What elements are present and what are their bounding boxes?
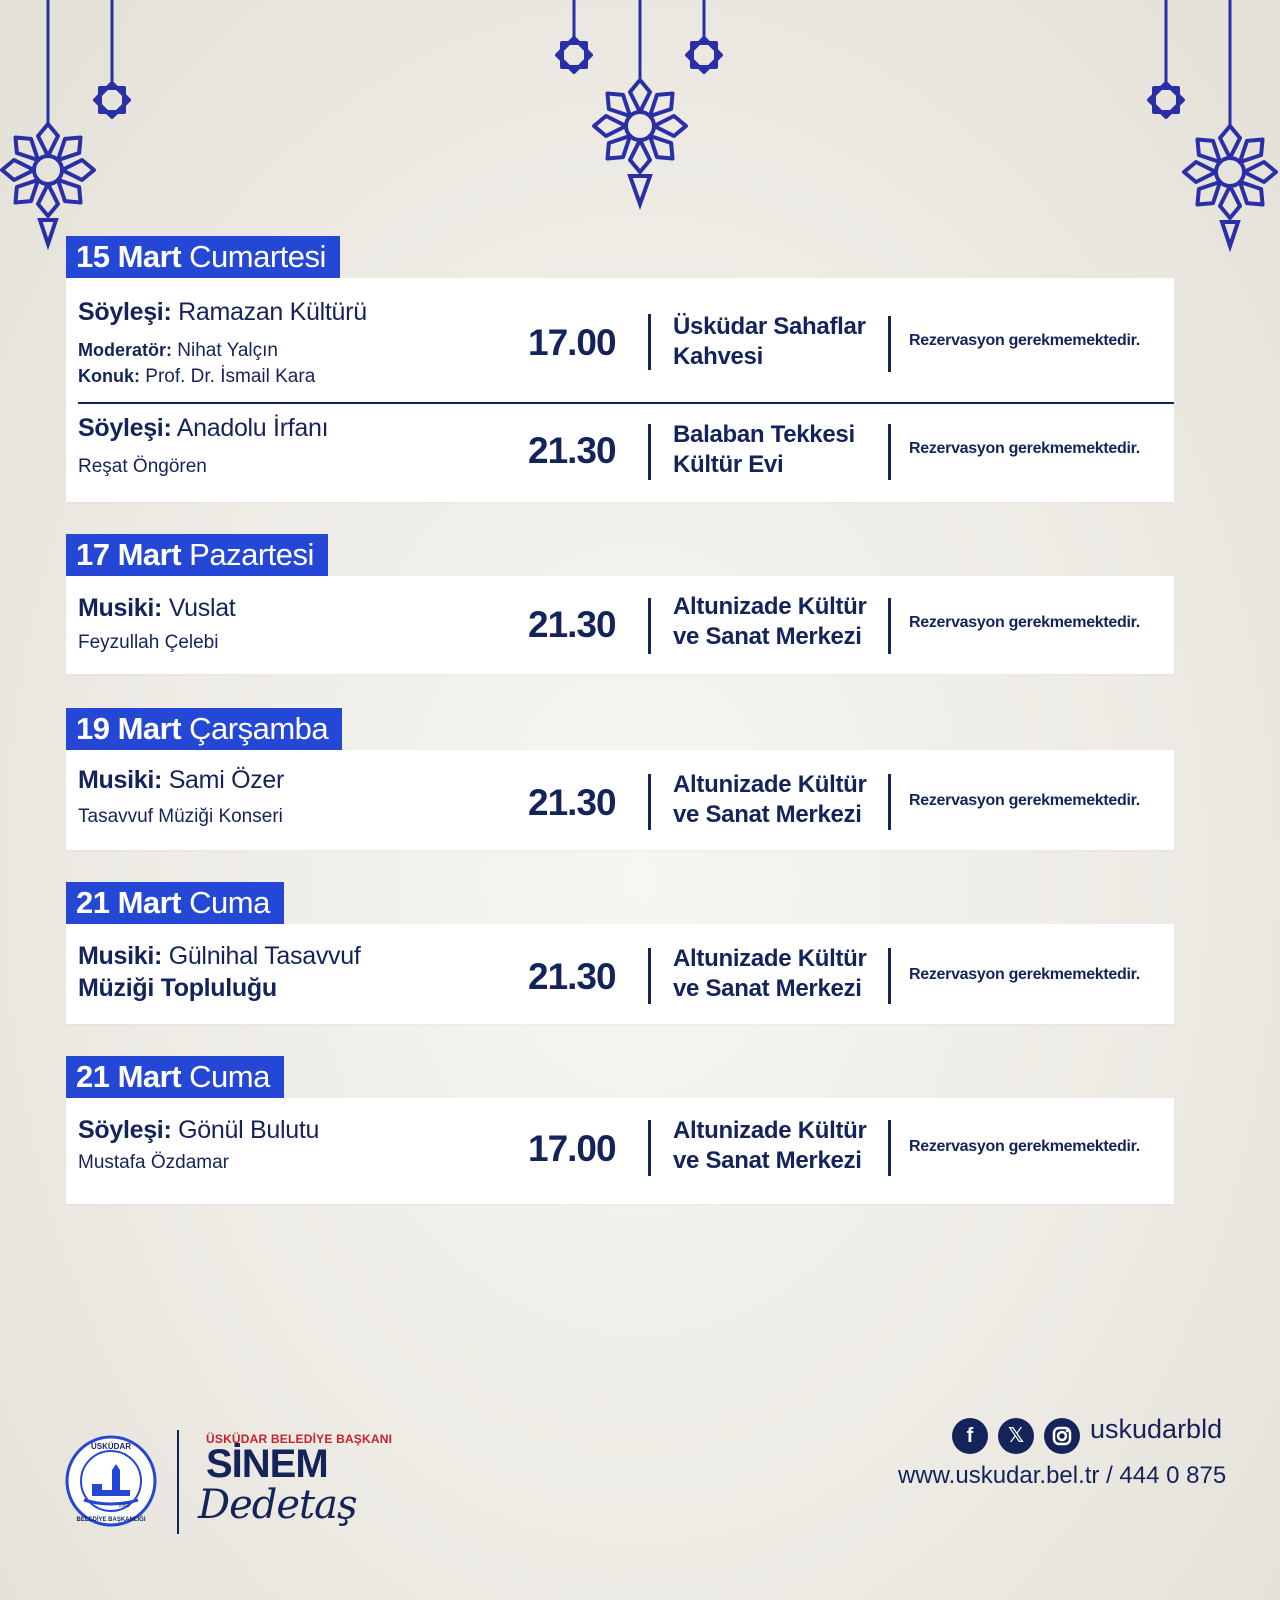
- event-card: [66, 576, 1174, 674]
- event-venue: Altunizade Kültür ve Sanat Merkezi: [673, 945, 867, 1002]
- divider: [648, 598, 651, 654]
- event-venue: Üsküdar Sahaflar Kahvesi: [673, 313, 866, 370]
- logo-year: 1984: [118, 1503, 130, 1509]
- event-time: 17.00: [528, 322, 616, 363]
- divider: [888, 424, 891, 480]
- reservation-note: Rezervasyon gerekmemektedir.: [909, 614, 1140, 631]
- date-tab: 17 Mart Pazartesi: [66, 534, 328, 576]
- event-time: 21.30: [528, 604, 616, 645]
- divider: [888, 1120, 891, 1176]
- day-section: [66, 236, 1174, 502]
- event-detail: Konuk: Prof. Dr. İsmail Kara: [78, 366, 316, 387]
- divider: [648, 424, 651, 480]
- logo-top-text: ÜSKÜDAR: [91, 1442, 131, 1451]
- event-subtitle: Mustafa Özdamar: [78, 1152, 229, 1173]
- divider: [888, 948, 891, 1004]
- footer: [0, 1400, 1280, 1600]
- reservation-note: Rezervasyon gerekmemektedir.: [909, 1138, 1140, 1155]
- event-time: 17.00: [528, 1128, 616, 1169]
- reservation-note: Rezervasyon gerekmemektedir.: [909, 440, 1140, 457]
- day-section: [66, 882, 1174, 1024]
- event-subtitle: Feyzullah Çelebi: [78, 632, 219, 653]
- logo-bottom-text: BELEDİYE BAŞKANLIĞI: [76, 1517, 146, 1523]
- day-section: [66, 1056, 1174, 1204]
- divider: [648, 314, 651, 370]
- event-venue: Balaban Tekkesi Kültür Evi: [673, 421, 855, 478]
- reservation-note: Rezervasyon gerekmemektedir.: [909, 966, 1140, 983]
- event-detail: Moderatör: Nihat Yalçın: [78, 340, 278, 361]
- event-card: [66, 750, 1174, 850]
- event-time: 21.30: [528, 956, 616, 997]
- facebook-icon[interactable]: f: [952, 1418, 988, 1454]
- divider: [888, 774, 891, 830]
- event-title: Musiki: Vuslat: [78, 594, 236, 622]
- event-subtitle: Reşat Öngören: [78, 456, 207, 477]
- social-handle[interactable]: uskudarbld: [1090, 1414, 1223, 1444]
- date-tab: 21 Mart Cuma: [66, 1056, 284, 1098]
- divider: [648, 948, 651, 1004]
- divider: [648, 774, 651, 830]
- reservation-note: Rezervasyon gerekmemektedir.: [909, 332, 1140, 349]
- event-time: 21.30: [528, 430, 616, 471]
- date-tab: 15 Mart Cumartesi: [66, 236, 340, 278]
- event-title: Söyleşi: Anadolu İrfanı: [78, 414, 329, 442]
- day-section: [66, 708, 1174, 850]
- day-section: [66, 534, 1174, 674]
- footer-divider: [177, 1430, 179, 1534]
- reservation-note: Rezervasyon gerekmemektedir.: [909, 792, 1140, 809]
- ramadan-ornaments: [0, 0, 1280, 260]
- instagram-icon[interactable]: [1044, 1418, 1080, 1454]
- event-title: Musiki: Gülnihal Tasavvuf: [78, 942, 361, 970]
- mayor-first-name: SİNEM: [206, 1442, 328, 1486]
- website-link[interactable]: www.uskudar.bel.tr / 444 0 875: [898, 1462, 1227, 1489]
- event-venue: Altunizade Kültür ve Sanat Merkezi: [673, 593, 867, 650]
- event-card: [66, 278, 1174, 502]
- mayor-last-name: Dedetaş: [198, 1482, 357, 1528]
- event-venue: Altunizade Kültür ve Sanat Merkezi: [673, 1117, 867, 1174]
- event-title-line2: Müziği Topluluğu: [78, 974, 277, 1002]
- event-title: Söyleşi: Gönül Bulutu: [78, 1116, 320, 1144]
- event-venue: Altunizade Kültür ve Sanat Merkezi: [673, 771, 867, 828]
- event-row: [66, 404, 1174, 502]
- event-time: 21.30: [528, 782, 616, 823]
- date-tab: 21 Mart Cuma: [66, 882, 284, 924]
- event-row: [66, 278, 1174, 402]
- event-card: [66, 1098, 1174, 1204]
- municipality-logo: [64, 1434, 158, 1528]
- mayor-title: ÜSKÜDAR BELEDİYE BAŞKANI: [206, 1432, 393, 1446]
- event-title: Söyleşi: Ramazan Kültürü: [78, 298, 367, 326]
- date-tab: 19 Mart Çarşamba: [66, 708, 342, 750]
- divider: [888, 316, 891, 372]
- event-subtitle: Tasavvuf Müziği Konseri: [78, 806, 283, 827]
- x-icon[interactable]: 𝕏: [998, 1418, 1034, 1454]
- event-title: Musiki: Sami Özer: [78, 766, 285, 794]
- divider: [648, 1120, 651, 1176]
- divider: [888, 598, 891, 654]
- event-card: [66, 924, 1174, 1024]
